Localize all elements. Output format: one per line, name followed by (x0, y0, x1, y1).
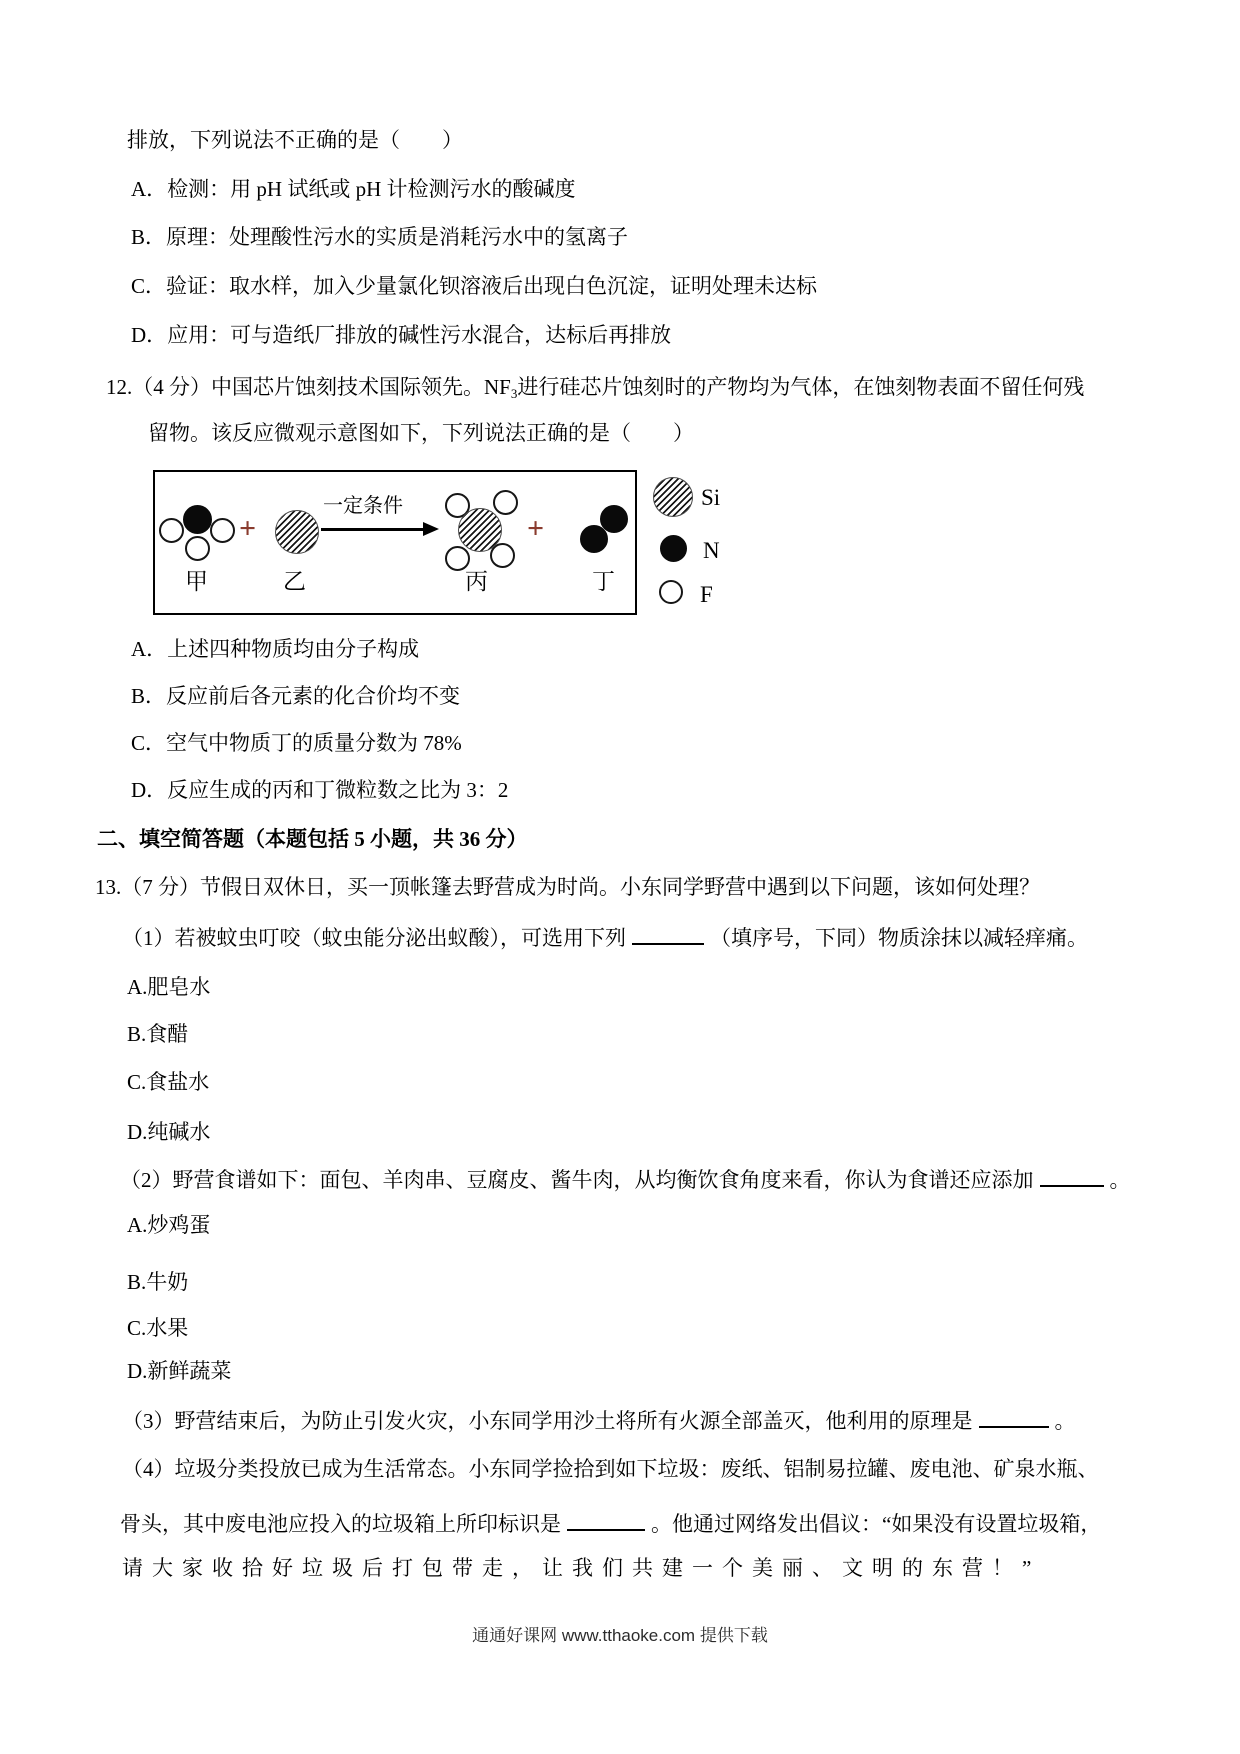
q12-stem-line2: 留物。该反应微观示意图如下，下列说法正确的是（ ） (148, 421, 694, 445)
legend-n-icon (660, 535, 687, 562)
q13-part2-blank (1040, 1165, 1104, 1187)
f-atom (445, 546, 470, 571)
footer-watermark: 通通好课网 www.tthaoke.com 提供下载 (472, 1626, 768, 1645)
q13-part3 (122, 1406, 1076, 1433)
q13-part3-blank (979, 1406, 1049, 1428)
q13-part2-option-c: C.水果 (127, 1316, 189, 1340)
q11-stem: 排放，下列说法不正确的是（ ） (127, 128, 463, 152)
q13-part1-blank (632, 923, 704, 945)
q13-part1-text-after: （填序号，下同）物质涂抹以减轻痒痛。 (710, 925, 1088, 950)
q11-option-d: D．应用：可与造纸厂排放的碱性污水混合，达标后再排放 (131, 323, 672, 347)
q11-option-c: C．验证：取水样，加入少量氯化钡溶液后出现白色沉淀，证明处理未达标 (131, 274, 818, 298)
q13-part1-text-before: （1）若被蚊虫叮咬（蚊虫能分泌出蚁酸），可选用下列 (122, 925, 626, 950)
q12-stem-line1 (106, 375, 1084, 402)
reaction-condition-label: 一定条件 (323, 495, 403, 517)
q12-stem-post: 进行硅芯片蚀刻时的产物均为气体，在蚀刻物表面不留任何残 (517, 375, 1085, 399)
q13-part2-option-b: B.牛奶 (127, 1270, 189, 1294)
q11-option-b: B．原理：处理酸性污水的实质是消耗污水中的氢离子 (131, 225, 629, 249)
legend-n-label: N (703, 538, 720, 563)
f-atom (185, 536, 210, 561)
q13-part2-text-after: 。 (1109, 1167, 1131, 1192)
q11-option-a: A．检测：用 pH 试纸或 pH 计检测污水的酸碱度 (131, 177, 576, 201)
q13-part3-text-before: （3）野营结束后，为防止引发火灾，小东同学用沙土将所有火源全部盖灭，他利用的原理是 (122, 1408, 973, 1433)
q12-stem-pre: 12.（4 分）中国芯片蚀刻技术国际领先。NF (106, 375, 511, 399)
q13-part1-option-c: C.食盐水 (127, 1070, 210, 1094)
q13-part4-text-after: 。他通过网络发出倡议：“如果没有设置垃圾箱， (651, 1511, 1102, 1536)
q12-option-c: C．空气中物质丁的质量分数为 78% (131, 731, 462, 755)
reactant1-label: 甲 (185, 569, 208, 594)
legend-si-icon (653, 477, 693, 517)
q13-part2-option-a: A.炒鸡蛋 (127, 1213, 211, 1237)
q13-part1 (122, 923, 1088, 950)
reaction-diagram-box (153, 470, 637, 615)
q13-part3-text-after: 。 (1054, 1408, 1076, 1433)
si-atom (458, 508, 502, 552)
nf3-subscript: 3 (510, 386, 518, 401)
q13-part1-option-b: B.食醋 (127, 1022, 189, 1046)
reactant2-label: 乙 (283, 569, 306, 594)
q13-part1-option-d: D.纯碱水 (127, 1120, 211, 1144)
n-atom (600, 505, 628, 533)
q12-option-a: A．上述四种物质均由分子构成 (131, 637, 420, 661)
plus-sign: + (239, 512, 257, 545)
q13-part2 (120, 1165, 1131, 1192)
plus-sign: + (527, 512, 545, 545)
q13-part2-text-before: （2）野营食谱如下：面包、羊肉串、豆腐皮、酱牛肉，从均衡饮食角度来看，你认为食谱还应添加 (120, 1167, 1034, 1192)
n-atom (183, 505, 212, 534)
legend-f-label: F (700, 582, 713, 607)
legend-si-label: Si (701, 485, 721, 510)
q12-option-b: B．反应前后各元素的化合价均不变 (131, 684, 461, 708)
q13-part4-line2 (120, 1509, 1101, 1536)
legend-f-icon (659, 580, 683, 604)
f-atom (159, 518, 184, 543)
q13-part4-blank (567, 1509, 645, 1531)
product2-label: 丁 (592, 569, 615, 594)
q13-stem: 13.（7 分）节假日双休日，买一顶帐篷去野营成为时尚。小东同学野营中遇到以下问题，该如何处理？ (95, 875, 1040, 899)
f-atom (210, 518, 235, 543)
q12-option-d: D．反应生成的丙和丁微粒数之比为 3：2 (131, 778, 509, 802)
product1-label: 丙 (465, 569, 488, 594)
reaction-arrow (321, 528, 425, 531)
q13-part2-option-d: D.新鲜蔬菜 (127, 1359, 232, 1383)
section2-title: 二、填空简答题（本题包括 5 小题，共 36 分） (97, 827, 528, 851)
q13-part4-text-before: 骨头，其中废电池应投入的垃圾箱上所印标识是 (120, 1511, 561, 1536)
si-atom (275, 510, 319, 554)
f-atom (493, 490, 518, 515)
q13-part4-line3: 请大家收拾好垃圾后打包带走，让我们共建一个美丽、文明的东营！” (122, 1556, 1041, 1580)
reaction-arrow-head (423, 522, 439, 536)
q13-part1-option-a: A.肥皂水 (127, 975, 211, 999)
q13-part4-line1: （4）垃圾分类投放已成为生活常态。小东同学捡拾到如下垃圾：废纸、铝制易拉罐、废电池、矿泉水瓶、 (122, 1457, 1099, 1481)
